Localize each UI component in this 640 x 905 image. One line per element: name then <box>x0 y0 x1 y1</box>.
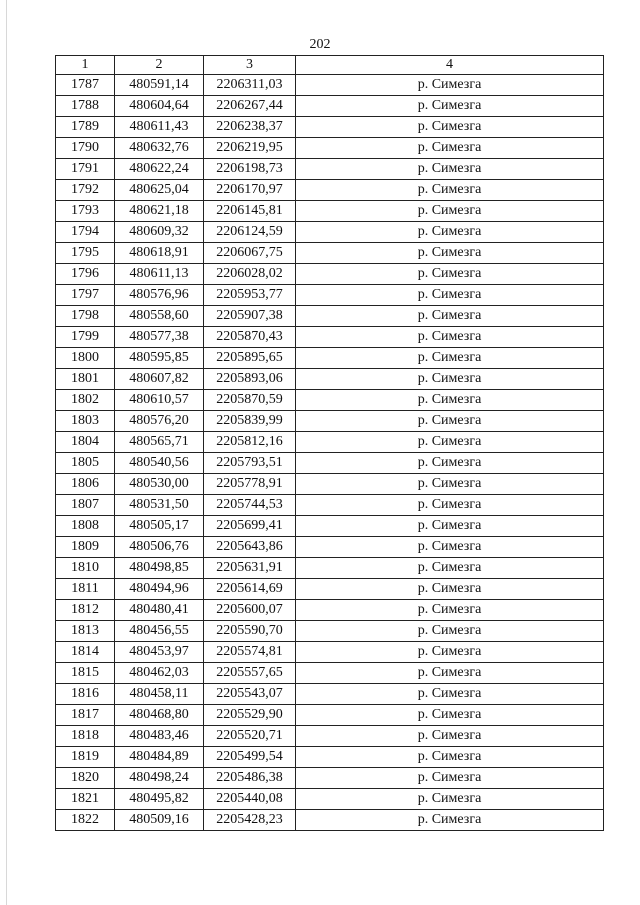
table-row <box>56 96 604 117</box>
description-cell: р. Симезга <box>296 369 604 390</box>
table-row <box>56 621 604 642</box>
table-row <box>56 810 604 831</box>
point-number-cell: 1817 <box>56 705 115 726</box>
table-row <box>56 348 604 369</box>
x-coordinate-cell: 480611,43 <box>115 117 204 138</box>
x-coordinate-cell: 480505,17 <box>115 516 204 537</box>
x-coordinate-cell: 480498,24 <box>115 768 204 789</box>
description-cell: р. Симезга <box>296 705 604 726</box>
y-coordinate-cell: 2205895,65 <box>204 348 296 369</box>
x-coordinate-cell: 480607,82 <box>115 369 204 390</box>
description-cell: р. Симезга <box>296 621 604 642</box>
point-number-cell: 1819 <box>56 747 115 768</box>
point-number-cell: 1797 <box>56 285 115 306</box>
table-row <box>56 768 604 789</box>
description-cell: р. Симезга <box>296 180 604 201</box>
point-number-cell: 1804 <box>56 432 115 453</box>
description-cell: р. Симезга <box>296 348 604 369</box>
point-number-cell: 1791 <box>56 159 115 180</box>
point-number-cell: 1794 <box>56 222 115 243</box>
table-row <box>56 600 604 621</box>
point-number-cell: 1813 <box>56 621 115 642</box>
y-coordinate-cell: 2206219,95 <box>204 138 296 159</box>
table-body <box>56 75 604 831</box>
column-header-3: 3 <box>204 56 296 75</box>
description-cell: р. Симезга <box>296 306 604 327</box>
table-row <box>56 642 604 663</box>
x-coordinate-cell: 480576,96 <box>115 285 204 306</box>
description-cell: р. Симезга <box>296 747 604 768</box>
table-row <box>56 411 604 432</box>
y-coordinate-cell: 2205699,41 <box>204 516 296 537</box>
table-row <box>56 327 604 348</box>
point-number-cell: 1799 <box>56 327 115 348</box>
x-coordinate-cell: 480456,55 <box>115 621 204 642</box>
table-row <box>56 684 604 705</box>
point-number-cell: 1814 <box>56 642 115 663</box>
x-coordinate-cell: 480609,32 <box>115 222 204 243</box>
x-coordinate-cell: 480577,38 <box>115 327 204 348</box>
table-row <box>56 390 604 411</box>
y-coordinate-cell: 2205574,81 <box>204 642 296 663</box>
y-coordinate-cell: 2205520,71 <box>204 726 296 747</box>
y-coordinate-cell: 2205529,90 <box>204 705 296 726</box>
table-row <box>56 558 604 579</box>
y-coordinate-cell: 2205953,77 <box>204 285 296 306</box>
point-number-cell: 1811 <box>56 579 115 600</box>
y-coordinate-cell: 2205590,70 <box>204 621 296 642</box>
y-coordinate-cell: 2206238,37 <box>204 117 296 138</box>
table-row <box>56 537 604 558</box>
coordinates-table <box>55 55 604 831</box>
x-coordinate-cell: 480530,00 <box>115 474 204 495</box>
table-row <box>56 579 604 600</box>
description-cell: р. Симезга <box>296 474 604 495</box>
x-coordinate-cell: 480483,46 <box>115 726 204 747</box>
description-cell: р. Симезга <box>296 201 604 222</box>
description-cell: р. Симезга <box>296 243 604 264</box>
point-number-cell: 1789 <box>56 117 115 138</box>
point-number-cell: 1808 <box>56 516 115 537</box>
x-coordinate-cell: 480595,85 <box>115 348 204 369</box>
description-cell: р. Симезга <box>296 390 604 411</box>
x-coordinate-cell: 480468,80 <box>115 705 204 726</box>
x-coordinate-cell: 480558,60 <box>115 306 204 327</box>
description-cell: р. Симезга <box>296 159 604 180</box>
point-number-cell: 1821 <box>56 789 115 810</box>
y-coordinate-cell: 2205893,06 <box>204 369 296 390</box>
y-coordinate-cell: 2206198,73 <box>204 159 296 180</box>
y-coordinate-cell: 2205643,86 <box>204 537 296 558</box>
description-cell: р. Симезга <box>296 264 604 285</box>
point-number-cell: 1810 <box>56 558 115 579</box>
point-number-cell: 1816 <box>56 684 115 705</box>
y-coordinate-cell: 2206028,02 <box>204 264 296 285</box>
y-coordinate-cell: 2206267,44 <box>204 96 296 117</box>
y-coordinate-cell: 2205499,54 <box>204 747 296 768</box>
description-cell: р. Симезга <box>296 537 604 558</box>
point-number-cell: 1805 <box>56 453 115 474</box>
y-coordinate-cell: 2205744,53 <box>204 495 296 516</box>
point-number-cell: 1800 <box>56 348 115 369</box>
x-coordinate-cell: 480462,03 <box>115 663 204 684</box>
description-cell: р. Симезга <box>296 600 604 621</box>
y-coordinate-cell: 2206311,03 <box>204 75 296 96</box>
y-coordinate-cell: 2205839,99 <box>204 411 296 432</box>
point-number-cell: 1796 <box>56 264 115 285</box>
table-row <box>56 117 604 138</box>
y-coordinate-cell: 2206170,97 <box>204 180 296 201</box>
table-row <box>56 75 604 96</box>
description-cell: р. Симезга <box>296 222 604 243</box>
description-cell: р. Симезга <box>296 726 604 747</box>
description-cell: р. Симезга <box>296 411 604 432</box>
y-coordinate-cell: 2206067,75 <box>204 243 296 264</box>
y-coordinate-cell: 2205543,07 <box>204 684 296 705</box>
description-cell: р. Симезга <box>296 684 604 705</box>
x-coordinate-cell: 480540,56 <box>115 453 204 474</box>
x-coordinate-cell: 480625,04 <box>115 180 204 201</box>
description-cell: р. Симезга <box>296 810 604 831</box>
table-row <box>56 663 604 684</box>
point-number-cell: 1820 <box>56 768 115 789</box>
x-coordinate-cell: 480591,14 <box>115 75 204 96</box>
x-coordinate-cell: 480480,41 <box>115 600 204 621</box>
table-header-row <box>56 56 604 75</box>
table-row <box>56 516 604 537</box>
table-row <box>56 495 604 516</box>
y-coordinate-cell: 2205557,65 <box>204 663 296 684</box>
y-coordinate-cell: 2205870,59 <box>204 390 296 411</box>
x-coordinate-cell: 480509,16 <box>115 810 204 831</box>
table-row <box>56 201 604 222</box>
x-coordinate-cell: 480565,71 <box>115 432 204 453</box>
y-coordinate-cell: 2205793,51 <box>204 453 296 474</box>
y-coordinate-cell: 2206145,81 <box>204 201 296 222</box>
x-coordinate-cell: 480610,57 <box>115 390 204 411</box>
description-cell: р. Симезга <box>296 789 604 810</box>
y-coordinate-cell: 2205812,16 <box>204 432 296 453</box>
point-number-cell: 1822 <box>56 810 115 831</box>
x-coordinate-cell: 480618,91 <box>115 243 204 264</box>
y-coordinate-cell: 2205600,07 <box>204 600 296 621</box>
table-row <box>56 789 604 810</box>
table-row <box>56 306 604 327</box>
description-cell: р. Симезга <box>296 96 604 117</box>
x-coordinate-cell: 480611,13 <box>115 264 204 285</box>
table-row <box>56 285 604 306</box>
x-coordinate-cell: 480458,11 <box>115 684 204 705</box>
x-coordinate-cell: 480498,85 <box>115 558 204 579</box>
x-coordinate-cell: 480506,76 <box>115 537 204 558</box>
x-coordinate-cell: 480604,64 <box>115 96 204 117</box>
description-cell: р. Симезга <box>296 453 604 474</box>
description-cell: р. Симезга <box>296 285 604 306</box>
description-cell: р. Симезга <box>296 516 604 537</box>
x-coordinate-cell: 480484,89 <box>115 747 204 768</box>
table-row <box>56 138 604 159</box>
y-coordinate-cell: 2205631,91 <box>204 558 296 579</box>
description-cell: р. Симезга <box>296 138 604 159</box>
column-header-2: 2 <box>115 56 204 75</box>
description-cell: р. Симезга <box>296 579 604 600</box>
point-number-cell: 1809 <box>56 537 115 558</box>
description-cell: р. Симезга <box>296 432 604 453</box>
description-cell: р. Симезга <box>296 663 604 684</box>
table-row <box>56 222 604 243</box>
point-number-cell: 1798 <box>56 306 115 327</box>
description-cell: р. Симезга <box>296 558 604 579</box>
table-row <box>56 453 604 474</box>
description-cell: р. Симезга <box>296 768 604 789</box>
y-coordinate-cell: 2205486,38 <box>204 768 296 789</box>
table-row <box>56 243 604 264</box>
point-number-cell: 1815 <box>56 663 115 684</box>
table-row <box>56 369 604 390</box>
page-number: 202 <box>309 37 331 52</box>
description-cell: р. Симезга <box>296 117 604 138</box>
y-coordinate-cell: 2206124,59 <box>204 222 296 243</box>
x-coordinate-cell: 480453,97 <box>115 642 204 663</box>
x-coordinate-cell: 480576,20 <box>115 411 204 432</box>
point-number-cell: 1803 <box>56 411 115 432</box>
table-row <box>56 726 604 747</box>
description-cell: р. Симезга <box>296 495 604 516</box>
table-row <box>56 180 604 201</box>
y-coordinate-cell: 2205440,08 <box>204 789 296 810</box>
description-cell: р. Симезга <box>296 327 604 348</box>
y-coordinate-cell: 2205870,43 <box>204 327 296 348</box>
table-row <box>56 159 604 180</box>
x-coordinate-cell: 480621,18 <box>115 201 204 222</box>
y-coordinate-cell: 2205428,23 <box>204 810 296 831</box>
x-coordinate-cell: 480531,50 <box>115 495 204 516</box>
point-number-cell: 1792 <box>56 180 115 201</box>
table-row <box>56 747 604 768</box>
table-row <box>56 705 604 726</box>
y-coordinate-cell: 2205614,69 <box>204 579 296 600</box>
x-coordinate-cell: 480495,82 <box>115 789 204 810</box>
description-cell: р. Симезга <box>296 75 604 96</box>
point-number-cell: 1802 <box>56 390 115 411</box>
x-coordinate-cell: 480622,24 <box>115 159 204 180</box>
point-number-cell: 1818 <box>56 726 115 747</box>
column-header-4: 4 <box>296 56 604 75</box>
point-number-cell: 1790 <box>56 138 115 159</box>
point-number-cell: 1788 <box>56 96 115 117</box>
point-number-cell: 1795 <box>56 243 115 264</box>
column-header-1: 1 <box>56 56 115 75</box>
table-row <box>56 264 604 285</box>
x-coordinate-cell: 480494,96 <box>115 579 204 600</box>
point-number-cell: 1793 <box>56 201 115 222</box>
point-number-cell: 1806 <box>56 474 115 495</box>
page-edge-line <box>6 0 7 905</box>
x-coordinate-cell: 480632,76 <box>115 138 204 159</box>
table-row <box>56 474 604 495</box>
point-number-cell: 1787 <box>56 75 115 96</box>
point-number-cell: 1812 <box>56 600 115 621</box>
y-coordinate-cell: 2205907,38 <box>204 306 296 327</box>
table-row <box>56 432 604 453</box>
y-coordinate-cell: 2205778,91 <box>204 474 296 495</box>
point-number-cell: 1801 <box>56 369 115 390</box>
description-cell: р. Симезга <box>296 642 604 663</box>
point-number-cell: 1807 <box>56 495 115 516</box>
